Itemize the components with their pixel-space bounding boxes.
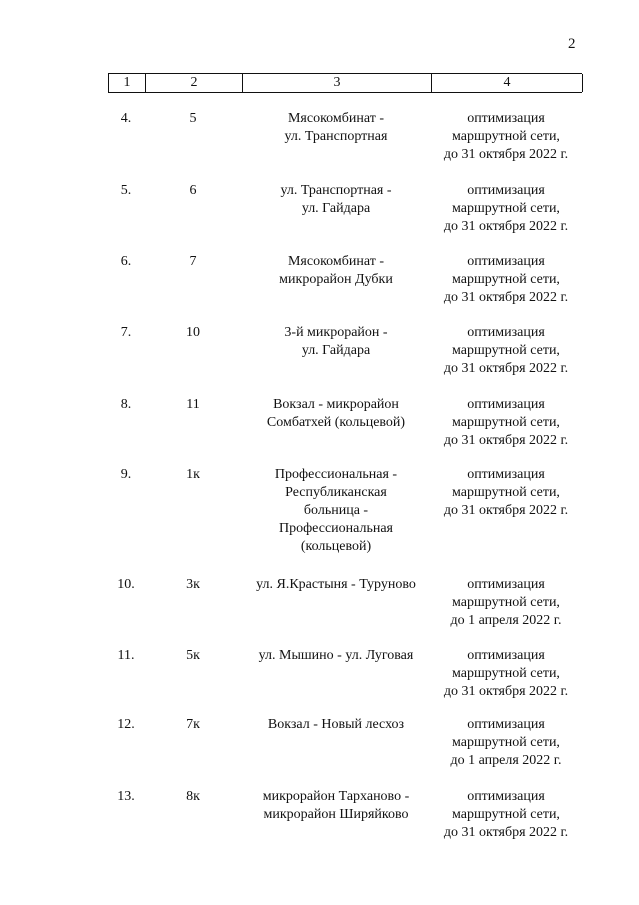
route-note-line: оптимизация <box>467 467 545 482</box>
route-path <box>242 110 430 146</box>
route-note-line: оптимизация <box>467 397 545 412</box>
route-note-line: маршрутной сети, <box>452 343 560 358</box>
route-path <box>242 716 430 734</box>
route-note-line: маршрутной сети, <box>452 666 560 681</box>
route-path-line: Республиканская <box>285 485 387 500</box>
route-note-line: маршрутной сети, <box>452 595 560 610</box>
route-path <box>242 466 430 556</box>
route-note-line: маршрутной сети, <box>452 485 560 500</box>
route-path-line: Сомбатхей (кольцевой) <box>266 415 406 430</box>
route-number: 5к <box>186 648 200 663</box>
route-note-line: маршрутной сети, <box>452 201 560 216</box>
route-note-line: маршрутной сети, <box>452 415 560 430</box>
route-note-line: оптимизация <box>467 111 545 126</box>
route-note-line: до 31 октября 2022 г. <box>443 147 569 162</box>
route-number: 3к <box>186 577 200 592</box>
table-header <box>108 73 582 93</box>
route-note-line: до 31 октября 2022 г. <box>443 290 569 305</box>
route-path-line: Мясокомбинат - <box>287 254 385 269</box>
route-path-line: Профессиональная - <box>274 467 398 482</box>
route-path-line: 3-й микрорайон - <box>284 325 388 340</box>
route-note-line: оптимизация <box>467 254 545 269</box>
route-note <box>431 466 581 520</box>
route-path-line: ул. Мышино - ул. Луговая <box>258 648 414 663</box>
route-path <box>242 576 430 594</box>
route-number: 11 <box>186 397 200 412</box>
route-path-line: ул. Гайдара <box>301 201 371 216</box>
route-note-line: до 31 октября 2022 г. <box>443 684 569 699</box>
route-path-line: Профессиональная <box>278 521 393 536</box>
route-note-line: оптимизация <box>467 717 545 732</box>
row-number: 13. <box>117 789 135 804</box>
route-path <box>242 788 430 824</box>
row-number: 4. <box>120 111 132 126</box>
row-number: 12. <box>117 717 135 732</box>
route-note <box>431 576 581 630</box>
route-note-line: до 31 октября 2022 г. <box>443 361 569 376</box>
route-number: 5 <box>189 111 197 126</box>
route-path-line: ул. Транспортная - <box>280 183 392 198</box>
page-number: 2 <box>568 36 576 52</box>
route-note <box>431 110 581 164</box>
route-note-line: до 31 октября 2022 г. <box>443 433 569 448</box>
route-note <box>431 253 581 307</box>
route-path-line: Вокзал - микрорайон <box>273 397 399 412</box>
route-number: 10 <box>186 325 200 340</box>
route-path <box>242 182 430 218</box>
route-path <box>242 647 430 665</box>
route-note-line: до 31 октября 2022 г. <box>443 503 569 518</box>
row-number: 6. <box>120 254 132 269</box>
route-note <box>431 182 581 236</box>
header-col-3: 3 <box>242 74 431 92</box>
header-col-2: 2 <box>145 74 242 92</box>
route-path-line: микрорайон Дубки <box>279 272 393 287</box>
route-path-line: ул. Я.Крастыня - Туруново <box>256 577 416 592</box>
header-col-4: 4 <box>431 74 583 92</box>
route-note-line: оптимизация <box>467 183 545 198</box>
route-path-line: Мясокомбинат - <box>287 111 385 126</box>
route-note-line: оптимизация <box>467 789 545 804</box>
route-note-line: до 1 апреля 2022 г. <box>450 753 562 768</box>
route-number: 1к <box>186 467 200 482</box>
route-note-line: до 31 октября 2022 г. <box>443 219 569 234</box>
route-note-line: маршрутной сети, <box>452 272 560 287</box>
row-number: 5. <box>120 183 132 198</box>
route-note-line: оптимизация <box>467 648 545 663</box>
route-note-line: маршрутной сети, <box>452 807 560 822</box>
route-path-line: (кольцевой) <box>300 539 372 554</box>
route-path <box>242 253 430 289</box>
row-number: 7. <box>120 325 132 340</box>
route-path-line: Вокзал - Новый лесхоз <box>267 717 405 732</box>
route-path-line: микрорайон Тарханово - <box>262 789 410 804</box>
route-path-line: микрорайон Ширяйково <box>263 807 409 822</box>
row-number: 8. <box>120 397 132 412</box>
route-note <box>431 647 581 701</box>
route-path-line: больница - <box>303 503 369 518</box>
route-note <box>431 716 581 770</box>
route-note-line: оптимизация <box>467 325 545 340</box>
route-note-line: до 1 апреля 2022 г. <box>450 613 562 628</box>
route-number: 7 <box>189 254 197 269</box>
route-number: 6 <box>189 183 197 198</box>
route-path <box>242 396 430 432</box>
route-path <box>242 324 430 360</box>
route-path-line: ул. Гайдара <box>301 343 371 358</box>
route-note-line: маршрутной сети, <box>452 129 560 144</box>
route-number: 7к <box>186 717 200 732</box>
route-path-line: ул. Транспортная <box>284 129 388 144</box>
row-number: 9. <box>120 467 132 482</box>
route-note-line: до 31 октября 2022 г. <box>443 825 569 840</box>
route-note <box>431 324 581 378</box>
route-note <box>431 788 581 842</box>
route-note <box>431 396 581 450</box>
route-note-line: оптимизация <box>467 577 545 592</box>
route-note-line: маршрутной сети, <box>452 735 560 750</box>
row-number: 10. <box>117 577 135 592</box>
route-number: 8к <box>186 789 200 804</box>
header-col-1: 1 <box>108 74 145 92</box>
row-number: 11. <box>117 648 135 663</box>
